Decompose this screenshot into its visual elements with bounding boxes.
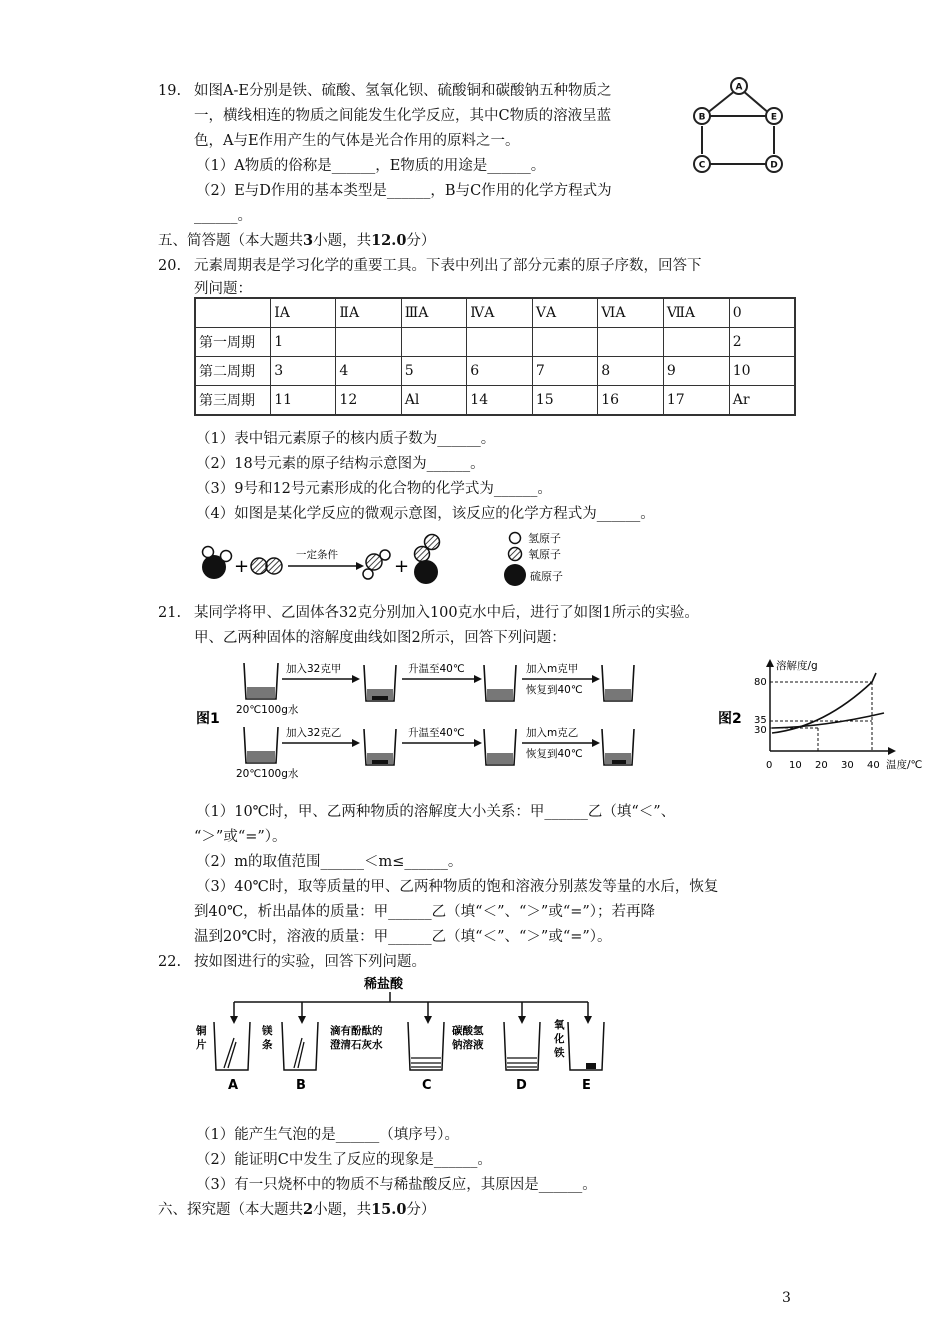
label-copper-1: 铜	[196, 1025, 207, 1037]
step-add-m-jia: 加入m克甲	[526, 663, 579, 675]
y-tick-80: 80	[754, 677, 767, 688]
q21-sub-2: （2）m的取值范围______＜m≤______。	[196, 854, 463, 870]
legend-oxygen: 氧原子	[528, 548, 561, 561]
sulfur-legend-icon	[504, 564, 526, 586]
page-number: 3	[782, 1290, 791, 1306]
q19-relation-diagram	[686, 76, 792, 178]
beaker-b-letter: B	[296, 1078, 306, 1093]
q20-sub-4: （4）如图是某化学反应的微观示意图，该反应的化学方程式为______。	[196, 506, 655, 522]
figure-1-label: 图1	[196, 711, 220, 727]
label-ferric-oxide-3: 铁	[554, 1047, 565, 1059]
q20-line-2: 列问题：	[194, 281, 252, 297]
plus-sign: +	[394, 556, 410, 577]
beaker-c-letter: C	[422, 1078, 432, 1093]
step-add-32g-yi: 加入32克乙	[286, 727, 342, 739]
q21-sub-3-cont2: 温到20℃时，溶液的质量：甲______乙（填“＜”、“＞”或“=”）。	[194, 929, 612, 945]
oxygen-atom	[251, 558, 267, 574]
x-tick-10: 10	[789, 760, 802, 771]
q21-number: 21.	[158, 605, 182, 621]
step-heat-40-row1: 升温至40℃	[408, 663, 465, 675]
oxygen-legend-icon	[509, 548, 522, 561]
q22-sub-1: （1）能产生气泡的是______（填序号）。	[196, 1127, 459, 1143]
q19-sub-1: （1）A物质的俗称是______，E物质的用途是______。	[196, 158, 546, 174]
hydrogen-atom	[363, 569, 373, 579]
table-row: 第三周期 11 12 Al 14 15 16 17 Ar	[195, 386, 795, 416]
node-e-label: E	[770, 112, 778, 123]
table-row: 第二周期 3 4 5 6 7 8 9 10	[195, 357, 795, 386]
label-copper-2: 片	[196, 1039, 207, 1051]
legend-hydrogen: 氢原子	[528, 532, 561, 545]
table-header-row: ⅠA ⅡA ⅢA ⅣA ⅤA ⅥA ⅦA 0	[195, 298, 795, 328]
plus-sign: +	[234, 556, 250, 577]
x-tick-40: 40	[867, 760, 880, 771]
x-axis-label: 温度/℃	[886, 759, 923, 771]
step-restore-40-row2: 恢复到40℃	[526, 748, 583, 760]
step-add-m-yi: 加入m克乙	[526, 727, 579, 739]
hydrogen-atom	[221, 551, 232, 562]
figure-acid-experiment	[190, 972, 630, 1094]
node-b-label: B	[698, 112, 706, 123]
figure-1-experiment	[192, 655, 652, 780]
section-5-heading: 五、简答题（本大题共3小题，共12.0分）	[158, 232, 436, 249]
hydrogen-atom	[380, 550, 390, 560]
label-ferric-oxide-2: 化	[554, 1033, 565, 1045]
y-tick-35: 35	[754, 715, 767, 726]
oxygen-atom	[415, 547, 430, 562]
reaction-condition: 一定条件	[296, 549, 338, 561]
y-tick-30: 30	[754, 725, 767, 736]
x-tick-30: 30	[841, 760, 854, 771]
hydrogen-legend-icon	[510, 533, 521, 544]
table-row: 第一周期 1 2	[195, 328, 795, 357]
q21-line-1: 某同学将甲、乙固体各32克分别加入100克水中后，进行了如图1所示的实验。	[194, 605, 699, 621]
q21-line-2: 甲、乙两种固体的溶解度曲线如图2所示，回答下列问题：	[194, 630, 566, 646]
q22-line-1: 按如图进行的实验，回答下列问题。	[194, 954, 426, 970]
periodic-table	[194, 297, 796, 416]
q21-sub-3-cont1: 到40℃，析出晶体的质量：甲______乙（填“＜”、“＞”或“=”）；若再降	[194, 904, 656, 920]
figure-2-solubility-chart	[714, 655, 934, 775]
q22-number: 22.	[158, 954, 182, 970]
section-6-heading: 六、探究题（本大题共2小题，共15.0分）	[158, 1201, 436, 1218]
label-bicarbonate-2: 钠溶液	[452, 1039, 484, 1051]
q22-sub-2: （2）能证明C中发生了反应的现象是______。	[196, 1152, 492, 1168]
beaker-e-letter: E	[582, 1078, 591, 1093]
label-limewater-2: 澄清石灰水	[330, 1039, 383, 1051]
node-d-label: D	[770, 160, 778, 171]
y-axis-label: 溶解度/g	[776, 660, 818, 672]
oxygen-atom	[425, 535, 440, 550]
label-magnesium-2: 条	[262, 1039, 273, 1051]
q19-line-3: 色，A与E作用产生的气体是光合作用的原料之一。	[194, 133, 520, 149]
label-limewater-1: 滴有酚酞的	[330, 1025, 383, 1037]
reaction-micro-diagram	[196, 530, 596, 592]
beaker-a-letter: A	[228, 1078, 239, 1093]
node-a-label: A	[735, 82, 743, 93]
q19-line-2: 一，横线相连的物质之间能发生化学反应，其中C物质的溶液呈蓝	[194, 108, 612, 124]
q20-sub-2: （2）18号元素的原子结构示意图为______。	[196, 456, 485, 472]
q20-number: 20.	[158, 258, 182, 274]
q19-line-1: 如图A-E分别是铁、硫酸、氢氧化钡、硫酸铜和碳酸钠五种物质之	[194, 83, 612, 99]
figure-2-label: 图2	[718, 711, 742, 727]
x-tick-0: 0	[766, 760, 773, 771]
step-add-32g-jia: 加入32克甲	[286, 663, 342, 675]
q19-number: 19.	[158, 83, 182, 99]
step-restore-40-row1: 恢复到40℃	[526, 684, 583, 696]
q19-sub-2-blank: ______。	[194, 208, 252, 224]
node-c-label: C	[698, 160, 706, 171]
legend-sulfur: 硫原子	[530, 570, 563, 583]
q21-sub-1-cont: “＞”或“=”）。	[194, 829, 287, 845]
hydrogen-atom	[203, 547, 214, 558]
water-label-row1: 20℃100g水	[236, 704, 299, 716]
label-bicarbonate-1: 碳酸氢	[452, 1025, 484, 1037]
q21-sub-3: （3）40℃时，取等质量的甲、乙两种物质的饱和溶液分别蒸发等量的水后，恢复	[196, 879, 719, 895]
q20-sub-3: （3）9号和12号元素形成的化合物的化学式为______。	[196, 481, 552, 497]
sulfur-atom	[414, 560, 438, 584]
acid-label: 稀盐酸	[364, 977, 404, 992]
q20-sub-1: （1）表中铝元素原子的核内质子数为______。	[196, 431, 496, 447]
q21-sub-1: （1）10℃时，甲、乙两种物质的溶解度大小关系：甲______乙（填“＜”、	[196, 804, 676, 820]
label-magnesium-1: 镁	[262, 1025, 273, 1037]
q20-line-1: 元素周期表是学习化学的重要工具。下表中列出了部分元素的原子序数，回答下	[194, 258, 702, 274]
q22-sub-3: （3）有一只烧杯中的物质不与稀盐酸反应，其原因是______。	[196, 1177, 597, 1193]
oxygen-atom	[266, 558, 282, 574]
label-ferric-oxide-1: 氧	[554, 1019, 565, 1031]
x-tick-20: 20	[815, 760, 828, 771]
q19-sub-2: （2）E与D作用的基本类型是______，B与C作用的化学方程式为	[196, 183, 612, 199]
beaker-d-letter: D	[516, 1078, 527, 1093]
step-heat-40-row2: 升温至40℃	[408, 727, 465, 739]
water-label-row2: 20℃100g水	[236, 768, 299, 780]
